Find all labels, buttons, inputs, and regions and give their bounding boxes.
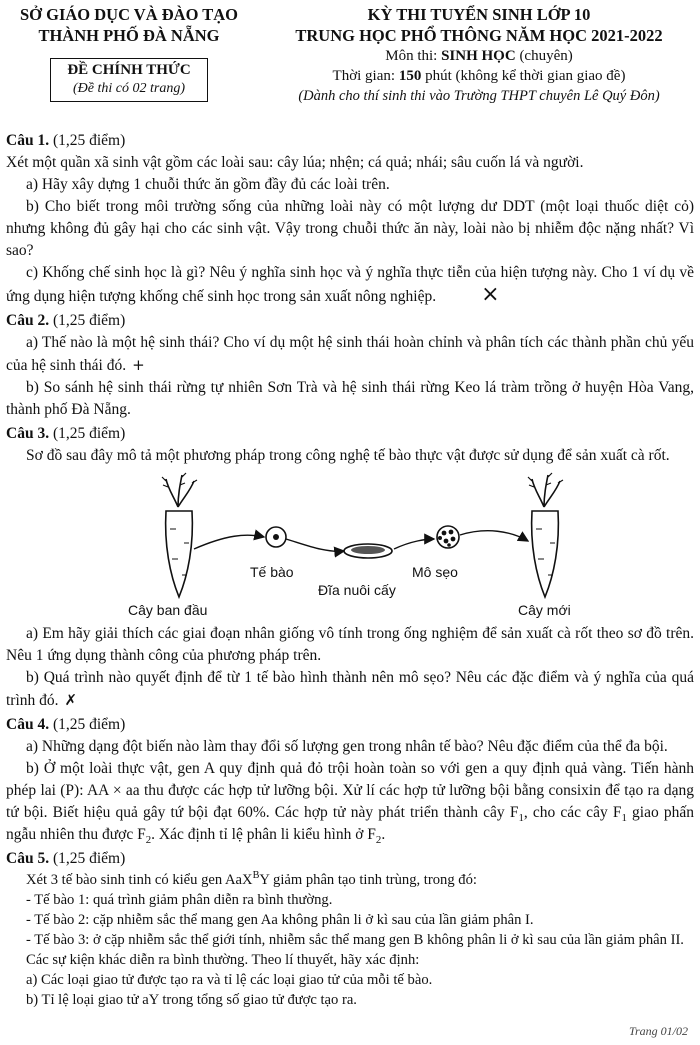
official-title: ĐỀ CHÍNH THỨC [67,62,191,78]
question-5-cell-1: - Tế bào 1: quá trình giảm phân diễn ra bình thường. [26,892,333,908]
new-carrot-icon [528,473,563,597]
question-5a: a) Các loại giao tử được tạo ra và tỉ lệ các loại giao tử của mỗi tế bào. [26,972,433,988]
question-3b: b) Quá trình nào quyết định để từ 1 tế bào hình thành nên mô sẹo? Nêu các đặc điểm và ý nghĩa của quá trình đó. ✗ [6,669,694,709]
question-3-intro: Sơ đồ sau đây mô tả một phương pháp trong công nghệ tế bào thực vật được sử dụng để sản xuất cà rốt. [26,447,670,464]
time-line: Thời gian: 150 phút (không kể thời gian giao đề) [332,68,626,84]
question-4a: a) Những dạng đột biến nào làm thay đổi số lượng gen trong nhân tế bào? Nêu đặc điểm của thể đa bội. [26,738,668,755]
question-1-title: Câu 1. (1,25 điểm) [6,132,126,149]
handwritten-x-mark: × [481,282,500,307]
culture-dish-icon [344,544,392,558]
question-4-title: Câu 4. (1,25 điểm) [6,716,126,733]
label-culture-dish: Đĩa nuôi cấy [318,582,396,598]
question-3-title: Câu 3. (1,25 điểm) [6,425,126,442]
official-stamp-box [50,58,208,102]
exam-info-block [262,4,696,106]
arrow-callus-to-plant [460,531,528,541]
question-2-title: Câu 2. (1,25 điểm) [6,312,126,329]
question-2b: b) So sánh hệ sinh thái rừng tự nhiên Sơn Trà và hệ sinh thái rừng Keo lá tràm trồng ở huyện Hòa Vang, thành phố Đà Nẵng. [6,379,694,418]
arrow-carrot-to-cell [194,535,264,549]
department-block [6,4,252,102]
cell-icon [266,527,286,547]
question-3a: a) Em hãy giải thích các giai đoạn nhân giống vô tính trong ống nghiệm để sản xuất cà rốt theo sơ đồ trên. Nêu 1 ứng dụng thành công của phương pháp trên. [6,625,694,664]
label-cell: Tế bào [250,564,294,580]
question-5-body [6,870,694,1010]
city-name: THÀNH PHỐ ĐÀ NẴNG [38,26,220,45]
label-callus: Mô sẹo [412,564,458,580]
exam-title: KỲ THI TUYỂN SINH LỚP 10 [367,5,591,24]
arrow-cell-to-dish [286,539,344,551]
exam-header [0,4,700,116]
page-count-note: (Đề thi có 02 trang) [73,81,185,96]
question-1b: b) Cho biết trong môi trường sống của những loài này có một lượng dư DDT (một loại thuốc diệt cỏ) nhưng không đủ gây hại cho các sinh vật. Vậy trong chuỗi thức ăn này, loài nào bị nhiễm độc nặng nhất? Vì sao? [6,198,694,259]
audience-note: (Dành cho thí sinh thi vào Trường THPT chuyên Lê Quý Đôn) [298,88,660,104]
question-5-intro: Xét 3 tế bào sinh tinh có kiểu gen AaX$^B$Y giảm phân tạo tinh trùng, trong đó: [26,870,477,888]
callus-icon [437,526,459,548]
subject-line: Môn thi: SINH HỌC (chuyên) [385,48,573,64]
handwritten-plus-mark: + [132,356,145,374]
exam-content [6,128,694,1010]
subject-name: SINH HỌC [441,48,516,64]
question-5-cell-2: - Tế bào 2: cặp nhiễm sắc thể mang gen Aa không phân li ở kì sau của lần giảm phân I. [26,912,534,928]
question-5-other: Các sự kiện khác diễn ra bình thường. Theo lí thuyết, hãy xác định: [26,952,420,968]
arrow-dish-to-callus [394,539,434,549]
tissue-culture-diagram [6,467,694,623]
question-2a: a) Thế nào là một hệ sinh thái? Cho ví dụ một hệ sinh thái hoàn chỉnh và phân tích các thành phần chủ yếu của hệ sinh thái đó. + [6,334,694,374]
time-value: 150 [398,68,422,84]
page-number: Trang 01/02 [628,1024,688,1038]
question-5b: b) Tỉ lệ loại giao tử aY trong tổng số giao tử được tạo ra. [26,992,357,1008]
question-5-title: Câu 5. (1,25 điểm) [6,850,126,867]
question-5-cell-3: - Tế bào 3: ở cặp nhiễm sắc thể giới tính, nhiễm sắc thể mang gen B không phân li ở kì sau của lần giảm phân II. [26,932,684,948]
question-4b: b) Ở một loài thực vật, gen A quy định quả đỏ trội hoàn toàn so với gen a quy định quả vàng. Tiến hành phép lai (P): AA × aa thu được các hợp tử lưỡng bội. Xử lí các hợp tử lưỡng bội bằng consixin để tạo ra dạng tứ bội. Biết hiệu quả gây tứ bội đạt 60%. Các hợp tử này phát triển thành cây $F_1$, cho các cây $F_1$ giao phấn ngẫu nhiên thu được $F_2$. Xác định tỉ lệ phân li kiểu hình ở $F_2$. [6,760,694,847]
department-name: SỞ GIÁO DỤC VÀ ĐÀO TẠO [19,5,239,24]
handwritten-cross-mark: ✗ [64,691,78,709]
question-1-intro: Xét một quần xã sinh vật gồm các loài sau: cây lúa; nhện; cá quả; nhái; sâu cuốn lá và người. [6,154,584,171]
label-new-plant: Cây mới [518,602,571,618]
original-carrot-icon [162,473,197,597]
question-1a: a) Hãy xây dựng 1 chuỗi thức ăn gồm đầy đủ các loài trên. [26,176,390,193]
question-1c: c) Khống chế sinh học là gì? Nêu ý nghĩa sinh học và ý nghĩa thực tiễn của hiện tượng này. Cho 1 ví dụ về ứng dụng hiện tượng khống chế sinh học trong sản xuất nông nghiệp. × [6,264,694,307]
label-original-plant: Cây ban đầu [128,602,208,618]
school-year: TRUNG HỌC PHỔ THÔNG NĂM HỌC 2021-2022 [295,26,663,45]
